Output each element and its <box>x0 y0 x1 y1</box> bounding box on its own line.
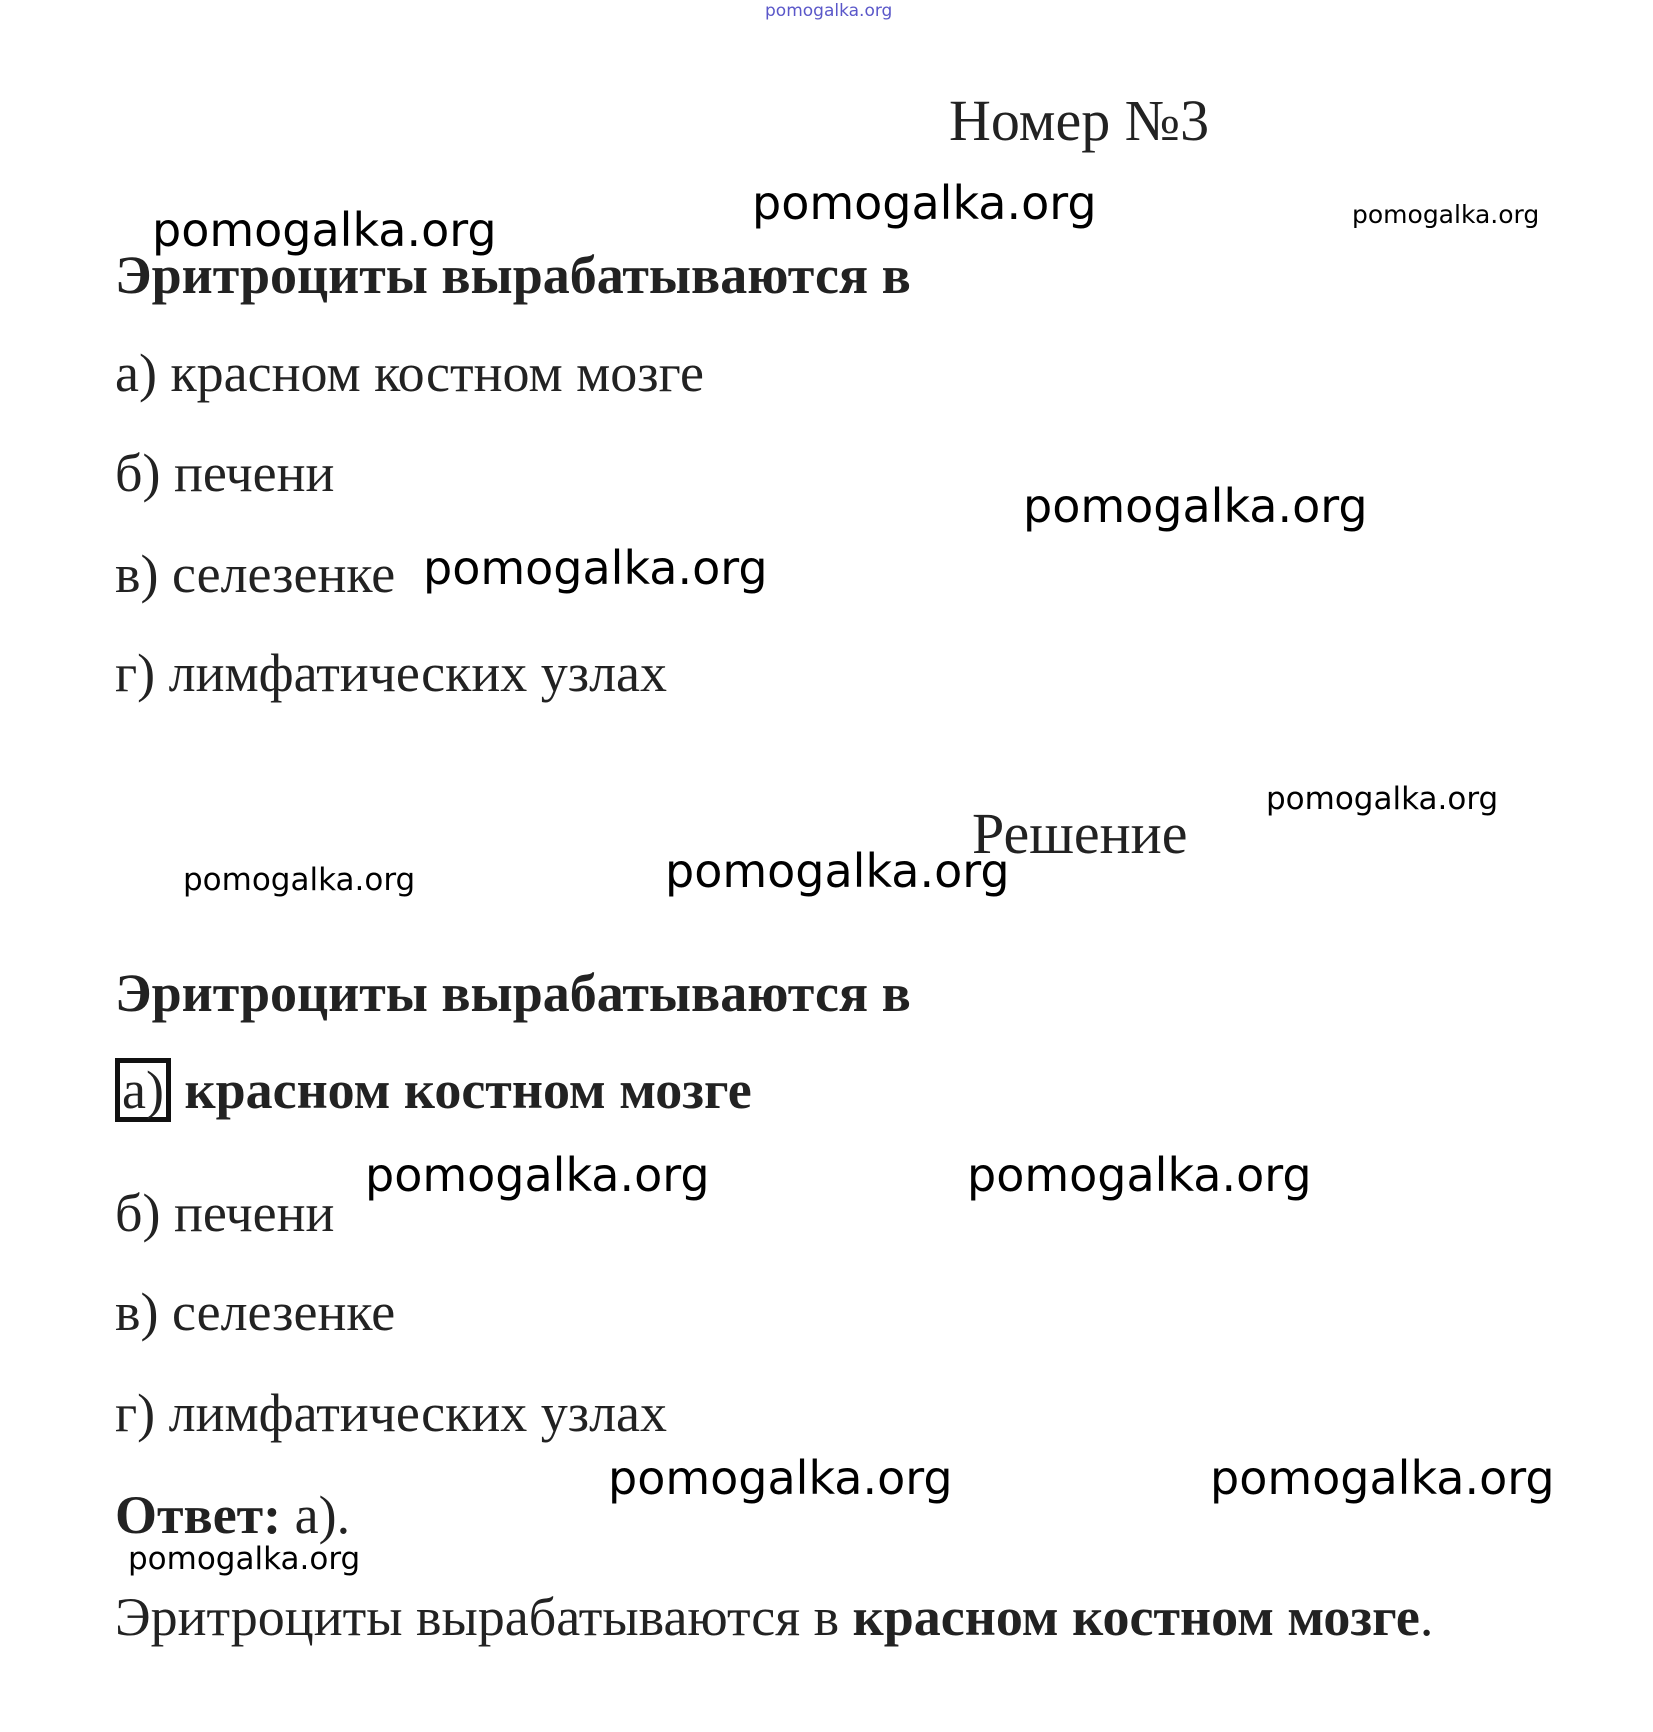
solution-heading: Решение <box>972 801 1188 866</box>
correct-answer-text: красном костном мозге <box>184 1060 752 1120</box>
watermark: pomogalka.org <box>1210 1451 1555 1505</box>
solution-option-c: в) селезенке <box>115 1282 396 1342</box>
watermark: pomogalka.org <box>1266 781 1499 817</box>
option-a: а) красном костном мозге <box>115 343 705 403</box>
solution-option-b: б) печени <box>115 1183 335 1243</box>
watermark: pomogalka.org <box>365 1148 710 1202</box>
watermark: pomogalka.org <box>752 176 1097 230</box>
watermark: pomogalka.org <box>665 844 1010 898</box>
option-d: г) лимфатических узлах <box>115 643 668 703</box>
answer-line <box>115 1485 351 1545</box>
watermark: pomogalka.org <box>423 541 768 595</box>
watermark: pomogalka.org <box>128 1541 361 1577</box>
solution-option-d: г) лимфатических узлах <box>115 1383 668 1443</box>
solution-option-a <box>115 1058 752 1122</box>
problem-title: Номер №3 <box>949 88 1210 153</box>
watermark-top[interactable]: pomogalka.org <box>765 1 893 21</box>
watermark: pomogalka.org <box>152 203 497 257</box>
answer-label: Ответ: <box>115 1485 282 1545</box>
conclusion-plain: Эритроциты вырабатываются в <box>115 1587 853 1647</box>
watermark: pomogalka.org <box>608 1451 953 1505</box>
conclusion-bold: красном костном мозге <box>852 1587 1420 1647</box>
answer-value: а). <box>281 1485 351 1545</box>
solution-question: Эритроциты вырабатываются в <box>115 963 911 1023</box>
conclusion-line <box>115 1587 1434 1647</box>
watermark: pomogalka.org <box>1023 479 1368 533</box>
correct-answer-box: а) <box>115 1058 171 1122</box>
watermark: pomogalka.org <box>967 1148 1312 1202</box>
option-c: в) селезенке <box>115 544 396 604</box>
question-text: Эритроциты вырабатываются в <box>115 245 911 305</box>
watermark: pomogalka.org <box>1352 200 1540 229</box>
watermark: pomogalka.org <box>183 862 416 898</box>
option-b: б) печени <box>115 443 335 503</box>
conclusion-end: . <box>1419 1587 1434 1647</box>
